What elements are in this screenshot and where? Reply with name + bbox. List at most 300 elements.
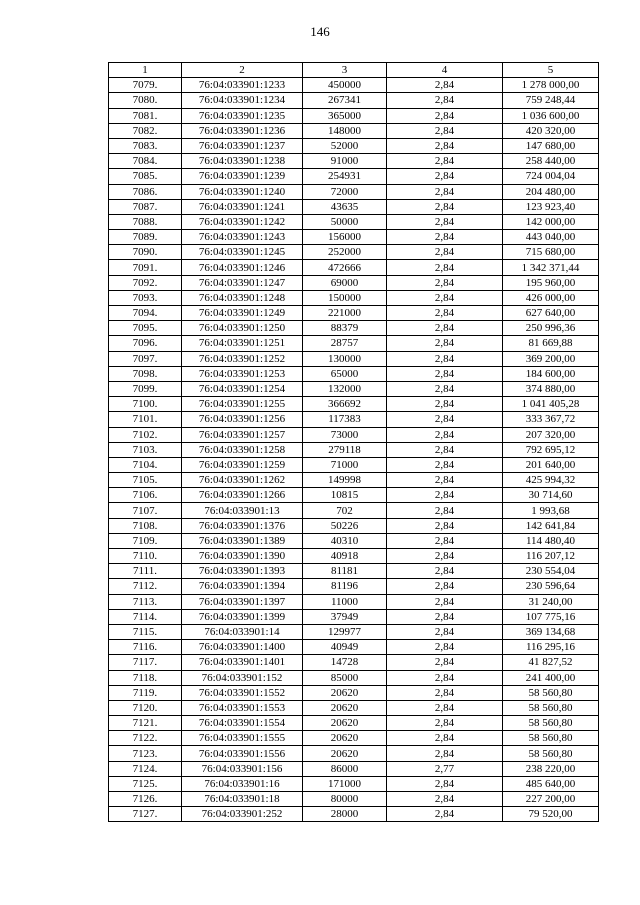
rate-cell: 2,84 [387,533,503,548]
value-cell: 116 207,12 [503,549,599,564]
cadastral-number-cell: 76:04:033901:1394 [182,579,303,594]
area-cell: 86000 [303,761,387,776]
cadastral-number-cell: 76:04:033901:1376 [182,518,303,533]
table-row [109,184,599,199]
area-cell: 65000 [303,366,387,381]
cadastral-number-cell: 76:04:033901:1266 [182,488,303,503]
column-header-2: 2 [182,63,303,78]
cadastral-number-cell: 76:04:033901:1248 [182,290,303,305]
data-table [108,62,599,822]
row-number-cell: 7079. [109,78,182,93]
area-cell: 71000 [303,457,387,472]
rate-cell: 2,84 [387,366,503,381]
rate-cell: 2,84 [387,154,503,169]
table-row [109,214,599,229]
value-cell: 116 295,16 [503,640,599,655]
value-cell: 420 320,00 [503,123,599,138]
table-row [109,397,599,412]
value-cell: 147 680,00 [503,138,599,153]
row-number-cell: 7082. [109,123,182,138]
area-cell: 52000 [303,138,387,153]
rate-cell: 2,84 [387,579,503,594]
area-cell: 50226 [303,518,387,533]
table-row [109,78,599,93]
cadastral-number-cell: 76:04:033901:1241 [182,199,303,214]
area-cell: 150000 [303,290,387,305]
rate-cell: 2,84 [387,397,503,412]
value-cell: 238 220,00 [503,761,599,776]
cadastral-number-cell: 76:04:033901:1390 [182,549,303,564]
table-row [109,199,599,214]
table-row [109,776,599,791]
rate-cell: 2,84 [387,230,503,245]
rate-cell: 2,84 [387,716,503,731]
rate-cell: 2,84 [387,412,503,427]
rate-cell: 2,84 [387,260,503,275]
table-row [109,609,599,624]
area-cell: 80000 [303,792,387,807]
row-number-cell: 7105. [109,473,182,488]
rate-cell: 2,84 [387,776,503,791]
rate-cell: 2,84 [387,457,503,472]
rate-cell: 2,84 [387,78,503,93]
value-cell: 792 695,12 [503,442,599,457]
area-cell: 37949 [303,609,387,624]
value-cell: 241 400,00 [503,670,599,685]
row-number-cell: 7108. [109,518,182,533]
table-row [109,594,599,609]
rate-cell: 2,84 [387,503,503,518]
row-number-cell: 7100. [109,397,182,412]
value-cell: 58 560,80 [503,700,599,715]
cadastral-number-cell: 76:04:033901:1397 [182,594,303,609]
table-row [109,807,599,822]
row-number-cell: 7121. [109,716,182,731]
table-row [109,442,599,457]
value-cell: 1 041 405,28 [503,397,599,412]
cadastral-number-cell: 76:04:033901:1239 [182,169,303,184]
row-number-cell: 7124. [109,761,182,776]
table-row [109,321,599,336]
cadastral-number-cell: 76:04:033901:1401 [182,655,303,670]
rate-cell: 2,84 [387,93,503,108]
table-row [109,533,599,548]
rate-cell: 2,77 [387,761,503,776]
table-row [109,579,599,594]
rate-cell: 2,84 [387,351,503,366]
table-row [109,427,599,442]
area-cell: 85000 [303,670,387,685]
row-number-cell: 7106. [109,488,182,503]
cadastral-number-cell: 76:04:033901:152 [182,670,303,685]
cadastral-number-cell: 76:04:033901:18 [182,792,303,807]
table-row [109,351,599,366]
row-number-cell: 7110. [109,549,182,564]
table-row [109,260,599,275]
cadastral-number-cell: 76:04:033901:1259 [182,457,303,472]
cadastral-number-cell: 76:04:033901:1240 [182,184,303,199]
area-cell: 156000 [303,230,387,245]
rate-cell: 2,84 [387,746,503,761]
table-row [109,138,599,153]
row-number-cell: 7123. [109,746,182,761]
table-row [109,503,599,518]
row-number-cell: 7101. [109,412,182,427]
row-number-cell: 7127. [109,807,182,822]
area-cell: 14728 [303,655,387,670]
table-row [109,518,599,533]
cadastral-number-cell: 76:04:033901:1255 [182,397,303,412]
row-number-cell: 7119. [109,685,182,700]
area-cell: 20620 [303,716,387,731]
value-cell: 81 669,88 [503,336,599,351]
cadastral-number-cell: 76:04:033901:1245 [182,245,303,260]
row-number-cell: 7085. [109,169,182,184]
rate-cell: 2,84 [387,655,503,670]
cadastral-number-cell: 76:04:033901:1252 [182,351,303,366]
row-number-cell: 7093. [109,290,182,305]
cadastral-number-cell: 76:04:033901:1242 [182,214,303,229]
area-cell: 132000 [303,381,387,396]
area-cell: 254931 [303,169,387,184]
cadastral-number-cell: 76:04:033901:1257 [182,427,303,442]
rate-cell: 2,84 [387,624,503,639]
cadastral-number-cell: 76:04:033901:1243 [182,230,303,245]
area-cell: 130000 [303,351,387,366]
row-number-cell: 7087. [109,199,182,214]
row-number-cell: 7125. [109,776,182,791]
area-cell: 149998 [303,473,387,488]
area-cell: 20620 [303,700,387,715]
area-cell: 81196 [303,579,387,594]
cadastral-number-cell: 76:04:033901:1393 [182,564,303,579]
row-number-cell: 7083. [109,138,182,153]
area-cell: 252000 [303,245,387,260]
table-row [109,154,599,169]
rate-cell: 2,84 [387,245,503,260]
cadastral-number-cell: 76:04:033901:1238 [182,154,303,169]
table-row [109,731,599,746]
value-cell: 1 036 600,00 [503,108,599,123]
table-row [109,746,599,761]
rate-cell: 2,84 [387,336,503,351]
value-cell: 31 240,00 [503,594,599,609]
header-row [109,63,599,78]
table-row [109,655,599,670]
table-row [109,366,599,381]
row-number-cell: 7102. [109,427,182,442]
rate-cell: 2,84 [387,549,503,564]
value-cell: 1 993,68 [503,503,599,518]
table-row [109,290,599,305]
rate-cell: 2,84 [387,199,503,214]
rate-cell: 2,84 [387,518,503,533]
value-cell: 227 200,00 [503,792,599,807]
value-cell: 195 960,00 [503,275,599,290]
area-cell: 472666 [303,260,387,275]
value-cell: 250 996,36 [503,321,599,336]
row-number-cell: 7117. [109,655,182,670]
table-row [109,230,599,245]
value-cell: 207 320,00 [503,427,599,442]
area-cell: 279118 [303,442,387,457]
cadastral-number-cell: 76:04:033901:1554 [182,716,303,731]
area-cell: 450000 [303,78,387,93]
cadastral-number-cell: 76:04:033901:1552 [182,685,303,700]
table-header [109,63,599,78]
rate-cell: 2,84 [387,275,503,290]
table-row [109,624,599,639]
value-cell: 724 004,04 [503,169,599,184]
area-cell: 267341 [303,93,387,108]
cadastral-number-cell: 76:04:033901:1249 [182,306,303,321]
row-number-cell: 7115. [109,624,182,639]
value-cell: 230 596,64 [503,579,599,594]
row-number-cell: 7109. [109,533,182,548]
rate-cell: 2,84 [387,184,503,199]
area-cell: 72000 [303,184,387,199]
value-cell: 1 278 000,00 [503,78,599,93]
value-cell: 204 480,00 [503,184,599,199]
rate-cell: 2,84 [387,609,503,624]
rate-cell: 2,84 [387,792,503,807]
row-number-cell: 7094. [109,306,182,321]
value-cell: 41 827,52 [503,655,599,670]
cadastral-number-cell: 76:04:033901:14 [182,624,303,639]
area-cell: 11000 [303,594,387,609]
rate-cell: 2,84 [387,807,503,822]
value-cell: 58 560,80 [503,746,599,761]
area-cell: 171000 [303,776,387,791]
cadastral-number-cell: 76:04:033901:1254 [182,381,303,396]
row-number-cell: 7092. [109,275,182,290]
value-cell: 425 994,32 [503,473,599,488]
row-number-cell: 7113. [109,594,182,609]
column-header-5: 5 [503,63,599,78]
page-number: 146 [310,24,330,39]
value-cell: 142 000,00 [503,214,599,229]
table-body [109,78,599,822]
area-cell: 702 [303,503,387,518]
table-row [109,716,599,731]
table-row [109,670,599,685]
cadastral-number-cell: 76:04:033901:1236 [182,123,303,138]
cadastral-number-cell: 76:04:033901:1233 [182,78,303,93]
rate-cell: 2,84 [387,640,503,655]
area-cell: 365000 [303,108,387,123]
column-header-3: 3 [303,63,387,78]
row-number-cell: 7088. [109,214,182,229]
row-number-cell: 7095. [109,321,182,336]
value-cell: 123 923,40 [503,199,599,214]
rate-cell: 2,84 [387,564,503,579]
value-cell: 369 134,68 [503,624,599,639]
cadastral-number-cell: 76:04:033901:252 [182,807,303,822]
area-cell: 20620 [303,731,387,746]
cadastral-number-cell: 76:04:033901:1258 [182,442,303,457]
cadastral-number-cell: 76:04:033901:1247 [182,275,303,290]
value-cell: 627 640,00 [503,306,599,321]
row-number-cell: 7126. [109,792,182,807]
value-cell: 58 560,80 [503,716,599,731]
row-number-cell: 7103. [109,442,182,457]
area-cell: 91000 [303,154,387,169]
rate-cell: 2,84 [387,381,503,396]
rate-cell: 2,84 [387,442,503,457]
rate-cell: 2,84 [387,473,503,488]
row-number-cell: 7096. [109,336,182,351]
row-number-cell: 7118. [109,670,182,685]
column-header-1: 1 [109,63,182,78]
table-row [109,457,599,472]
rate-cell: 2,84 [387,594,503,609]
value-cell: 1 342 371,44 [503,260,599,275]
row-number-cell: 7099. [109,381,182,396]
rate-cell: 2,84 [387,700,503,715]
table-row [109,245,599,260]
value-cell: 759 248,44 [503,93,599,108]
cadastral-number-cell: 76:04:033901:1553 [182,700,303,715]
rate-cell: 2,84 [387,731,503,746]
table-row [109,761,599,776]
cadastral-number-cell: 76:04:033901:1256 [182,412,303,427]
value-cell: 230 554,04 [503,564,599,579]
row-number-cell: 7122. [109,731,182,746]
area-cell: 40918 [303,549,387,564]
table-row [109,93,599,108]
table-row [109,306,599,321]
cadastral-number-cell: 76:04:033901:1556 [182,746,303,761]
area-cell: 28757 [303,336,387,351]
table-row [109,123,599,138]
cadastral-number-cell: 76:04:033901:1262 [182,473,303,488]
area-cell: 69000 [303,275,387,290]
rate-cell: 2,84 [387,123,503,138]
rate-cell: 2,84 [387,670,503,685]
row-number-cell: 7084. [109,154,182,169]
table-row [109,549,599,564]
area-cell: 117383 [303,412,387,427]
row-number-cell: 7120. [109,700,182,715]
row-number-cell: 7098. [109,366,182,381]
value-cell: 715 680,00 [503,245,599,260]
row-number-cell: 7081. [109,108,182,123]
rate-cell: 2,84 [387,685,503,700]
area-cell: 10815 [303,488,387,503]
value-cell: 201 640,00 [503,457,599,472]
table-row [109,488,599,503]
cadastral-number-cell: 76:04:033901:1389 [182,533,303,548]
rate-cell: 2,84 [387,290,503,305]
area-cell: 81181 [303,564,387,579]
cadastral-number-cell: 76:04:033901:1400 [182,640,303,655]
table-row [109,169,599,184]
value-cell: 369 200,00 [503,351,599,366]
rate-cell: 2,84 [387,108,503,123]
area-cell: 148000 [303,123,387,138]
row-number-cell: 7112. [109,579,182,594]
cadastral-number-cell: 76:04:033901:1250 [182,321,303,336]
cadastral-number-cell: 76:04:033901:1234 [182,93,303,108]
area-cell: 20620 [303,685,387,700]
cadastral-number-cell: 76:04:033901:16 [182,776,303,791]
row-number-cell: 7116. [109,640,182,655]
cadastral-number-cell: 76:04:033901:13 [182,503,303,518]
rate-cell: 2,84 [387,427,503,442]
area-cell: 40949 [303,640,387,655]
value-cell: 258 440,00 [503,154,599,169]
area-cell: 88379 [303,321,387,336]
row-number-cell: 7091. [109,260,182,275]
row-number-cell: 7111. [109,564,182,579]
row-number-cell: 7086. [109,184,182,199]
area-cell: 366692 [303,397,387,412]
table-row [109,473,599,488]
cadastral-number-cell: 76:04:033901:1251 [182,336,303,351]
value-cell: 485 640,00 [503,776,599,791]
column-header-4: 4 [387,63,503,78]
table-row [109,381,599,396]
row-number-cell: 7080. [109,93,182,108]
area-cell: 43635 [303,199,387,214]
value-cell: 107 775,16 [503,609,599,624]
rate-cell: 2,84 [387,488,503,503]
area-cell: 40310 [303,533,387,548]
rate-cell: 2,84 [387,321,503,336]
cadastral-number-cell: 76:04:033901:1237 [182,138,303,153]
area-cell: 73000 [303,427,387,442]
cadastral-number-cell: 76:04:033901:1399 [182,609,303,624]
value-cell: 333 367,72 [503,412,599,427]
rate-cell: 2,84 [387,306,503,321]
value-cell: 426 000,00 [503,290,599,305]
table-row [109,412,599,427]
table-row [109,275,599,290]
row-number-cell: 7107. [109,503,182,518]
value-cell: 184 600,00 [503,366,599,381]
area-cell: 221000 [303,306,387,321]
value-cell: 443 040,00 [503,230,599,245]
cadastral-number-cell: 76:04:033901:1235 [182,108,303,123]
area-cell: 28000 [303,807,387,822]
cadastral-number-cell: 76:04:033901:156 [182,761,303,776]
row-number-cell: 7090. [109,245,182,260]
value-cell: 374 880,00 [503,381,599,396]
value-cell: 58 560,80 [503,685,599,700]
value-cell: 58 560,80 [503,731,599,746]
rate-cell: 2,84 [387,169,503,184]
value-cell: 30 714,60 [503,488,599,503]
row-number-cell: 7104. [109,457,182,472]
row-number-cell: 7089. [109,230,182,245]
table-row [109,700,599,715]
area-cell: 20620 [303,746,387,761]
table-row [109,336,599,351]
cadastral-number-cell: 76:04:033901:1246 [182,260,303,275]
value-cell: 142 641,84 [503,518,599,533]
table-row [109,792,599,807]
value-cell: 114 480,40 [503,533,599,548]
table-row [109,640,599,655]
table-row [109,685,599,700]
rate-cell: 2,84 [387,138,503,153]
area-cell: 129977 [303,624,387,639]
table-row [109,108,599,123]
row-number-cell: 7114. [109,609,182,624]
table-row [109,564,599,579]
cadastral-number-cell: 76:04:033901:1555 [182,731,303,746]
area-cell: 50000 [303,214,387,229]
